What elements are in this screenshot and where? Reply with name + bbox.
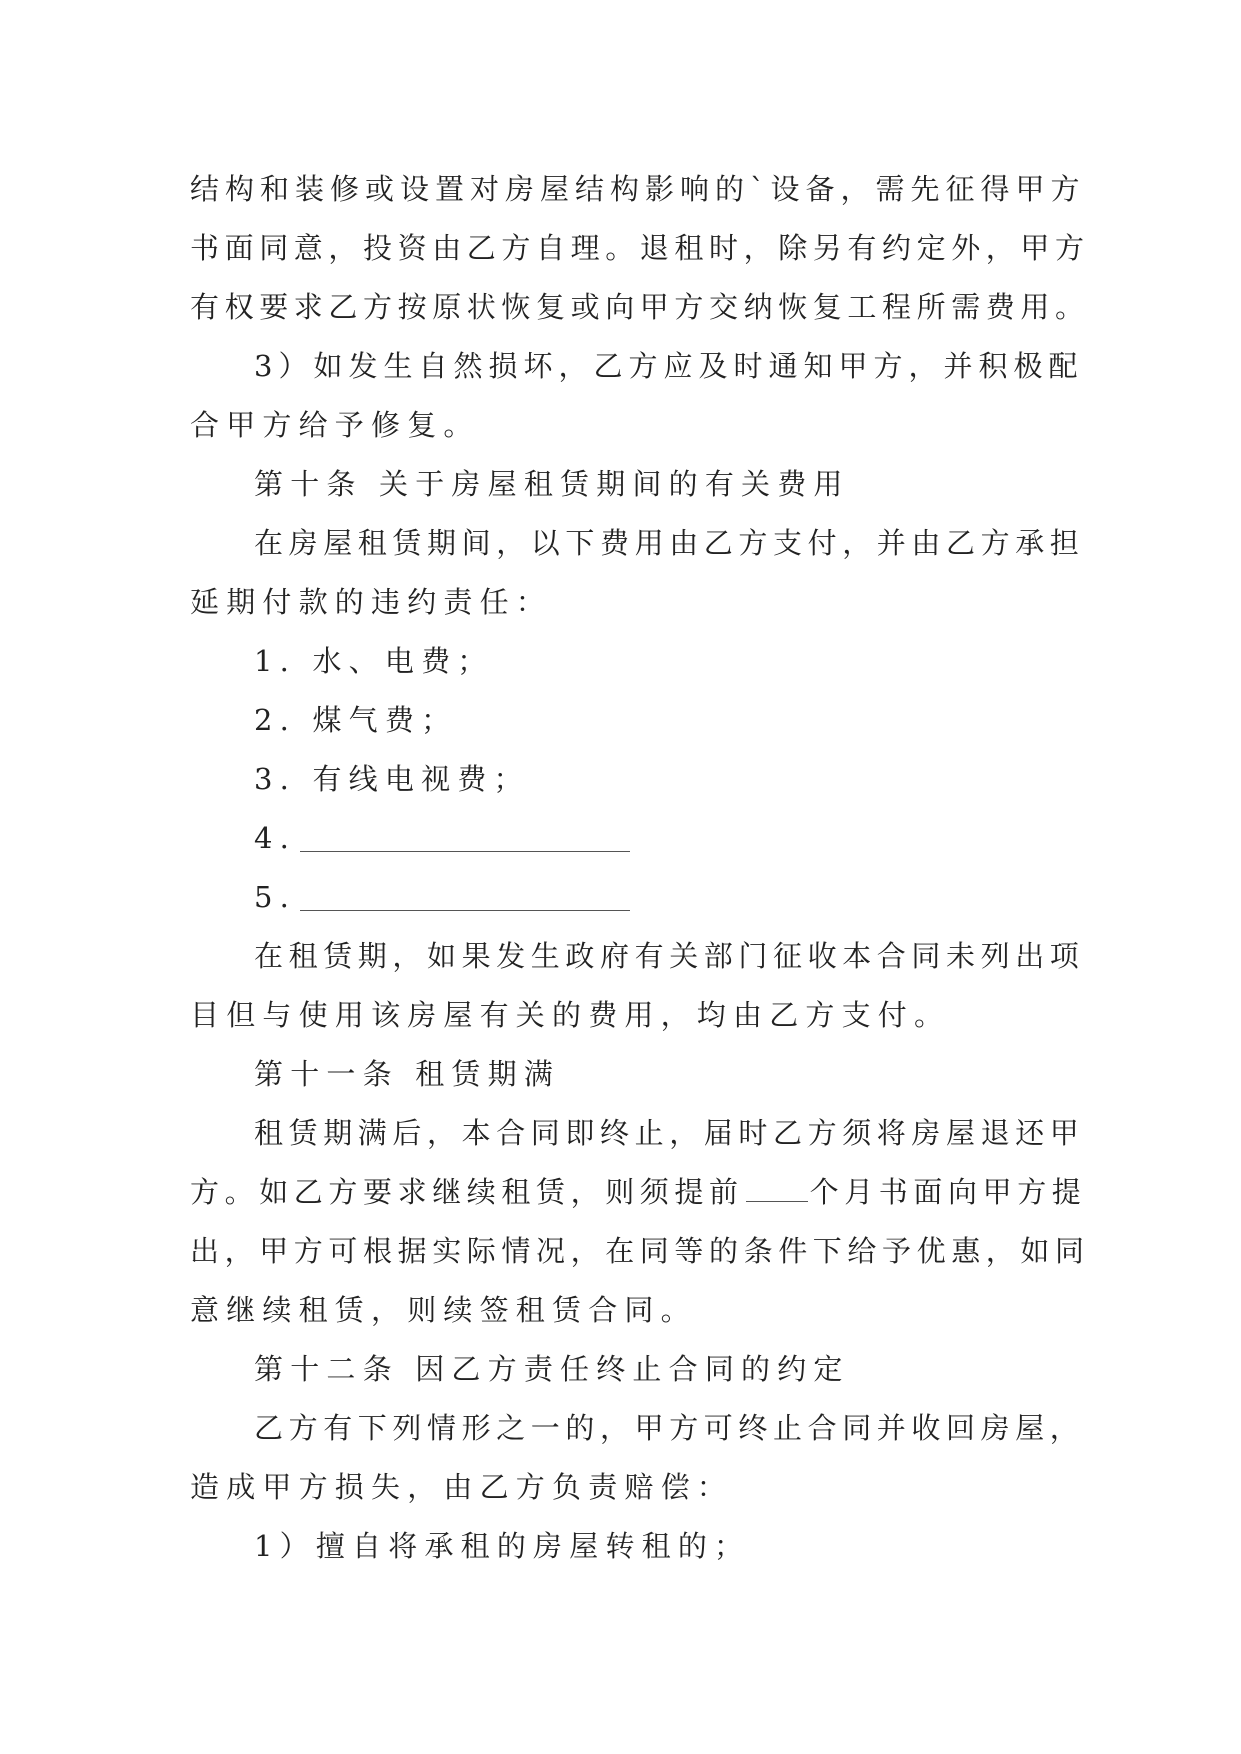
list-item-blank	[190, 868, 1070, 927]
paragraph-line: 延期付款的违约责任：	[190, 585, 553, 619]
paragraph-line: 造成甲方损失，由乙方负责赔偿：	[190, 1470, 734, 1504]
paragraph-line: 有权要求乙方按原状恢复或向甲方交纳恢复工程所需费用。	[190, 290, 1090, 324]
paragraph-line: 在租赁期，如果发生政府有关部门征收本合同未列出项	[254, 939, 1085, 973]
fill-in-blank-line	[300, 888, 630, 911]
paragraph-line: 出，甲方可根据实际情况，在同等的条件下给予优惠，如同	[190, 1234, 1090, 1268]
list-item-number: 4.	[254, 821, 297, 855]
paragraph-line: 书面同意，投资由乙方自理。退租时，除另有约定外，甲方	[190, 231, 1090, 265]
list-item: 1）擅自将承租的房屋转租的；	[254, 1529, 751, 1563]
paragraph-line-with-blank	[190, 1163, 1087, 1222]
list-item-blank	[190, 809, 1070, 868]
paragraph-line: 租赁期满后，本合同即终止，届时乙方须将房屋退还甲	[254, 1116, 1085, 1150]
list-item: 2. 煤气费；	[254, 703, 458, 737]
list-item: 3. 有线电视费；	[254, 762, 530, 796]
section-heading-11: 第十一条 租赁期满	[254, 1057, 561, 1091]
paragraph-line: 意继续租赁，则续签租赁合同。	[190, 1293, 697, 1327]
list-item-number: 5.	[254, 880, 297, 914]
section-heading-10: 第十条 关于房屋租赁期间的有关费用	[254, 467, 850, 501]
text-before-blank: 方。如乙方要求继续租赁，则须提前	[190, 1175, 744, 1209]
paragraph-line: 合甲方给予修复。	[190, 408, 480, 442]
text-after-blank: 个月书面向甲方提	[809, 1175, 1087, 1209]
paragraph-line: 乙方有下列情形之一的，甲方可终止合同并收回房屋，	[254, 1411, 1085, 1445]
paragraph-line: 在房屋租赁期间，以下费用由乙方支付，并由乙方承担	[254, 526, 1085, 560]
list-item: 1. 水、电费；	[254, 644, 494, 678]
paragraph-line: 结构和装修或设置对房屋结构影响的`设备，需先征得甲方	[190, 172, 1086, 206]
fill-in-blank-line	[746, 1197, 808, 1202]
paragraph-line: 目但与使用该房屋有关的费用，均由乙方支付。	[190, 998, 951, 1032]
paragraph-line: 3）如发生自然损坏，乙方应及时通知甲方，并积极配	[254, 349, 1084, 383]
fill-in-blank-line	[300, 829, 630, 852]
section-heading-12: 第十二条 因乙方责任终止合同的约定	[254, 1352, 850, 1386]
document-body	[190, 160, 1090, 1576]
